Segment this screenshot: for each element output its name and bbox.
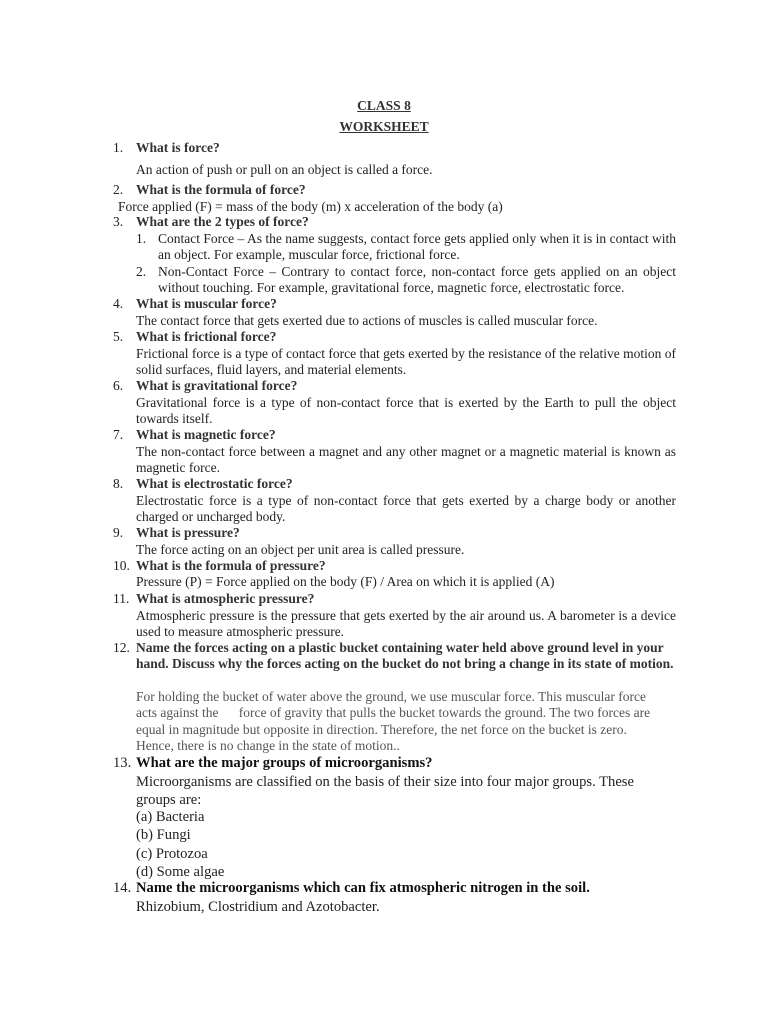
- list-item: (c) Protozoa: [136, 846, 208, 862]
- question-10: What is the formula of pressure?: [136, 558, 326, 573]
- worksheet-heading: WORKSHEET: [339, 119, 429, 134]
- question-number: 14.: [113, 880, 132, 896]
- question-number: 10.: [113, 558, 130, 573]
- question-5: What is frictional force?: [136, 329, 277, 344]
- sub-item-number: 1.: [136, 231, 147, 246]
- answer-2: Force applied (F) = mass of the body (m) x acceleration of the body (a): [118, 199, 503, 214]
- question-number: 6.: [113, 378, 124, 393]
- question-2: What is the formula of force?: [136, 182, 306, 197]
- question-6: What is gravitational force?: [136, 378, 298, 393]
- question-12: Name the forces acting on a plastic bucket containing water held above ground level in your hand. Discuss why the forces acting on the bucket do not bring a change in its state of motion.: [136, 640, 674, 672]
- question-number: 13.: [113, 755, 132, 771]
- answer-1: An action of push or pull on an object is called a force.: [136, 162, 433, 177]
- list-item: (d) Some algae: [136, 864, 225, 880]
- question-11: What is atmospheric pressure?: [136, 591, 315, 606]
- answer-13: Microorganisms are classified on the basis of their size into four major groups. These groups are:: [136, 774, 634, 808]
- answer-5: Frictional force is a type of contact force that gets exerted by the resistance of the relative motion of solid surfaces, fluid layers, and material elements.: [136, 346, 676, 378]
- question-number: 3.: [113, 214, 124, 229]
- question-number: 2.: [113, 182, 124, 197]
- question-14: Name the microorganisms which can fix atmospheric nitrogen in the soil.: [136, 880, 590, 896]
- list-item: (a) Bacteria: [136, 809, 205, 825]
- answer-3-item-2: Non-Contact Force – Contrary to contact force, non-contact force gets applied on an object without touching. For example, gravitational force, magnetic force, electrostatic force.: [158, 264, 676, 296]
- list-item: (b) Fungi: [136, 827, 191, 843]
- answer-14: Rhizobium, Clostridium and Azotobacter.: [136, 899, 380, 915]
- answer-11: Atmospheric pressure is the pressure that gets exerted by the air around us. A barometer is a device used to measure atmospheric pressure.: [136, 608, 676, 640]
- question-number: 4.: [113, 296, 124, 311]
- class-heading: CLASS 8: [357, 98, 411, 113]
- question-7: What is magnetic force?: [136, 427, 276, 442]
- answer-8: Electrostatic force is a type of non-contact force that gets exerted by a charge body or another charged or uncharged body.: [136, 493, 676, 525]
- question-13: What are the major groups of microorganisms?: [136, 755, 433, 771]
- question-number: 12.: [113, 640, 130, 655]
- question-number: 5.: [113, 329, 124, 344]
- question-9: What is pressure?: [136, 525, 240, 540]
- answer-7: The non-contact force between a magnet and any other magnet or a magnetic material is known as magnetic force.: [136, 444, 676, 476]
- answer-12: For holding the bucket of water above the ground, we use muscular force. This muscular force acts against the force of gravity that pulls the bucket towards the ground. The two forces are equal in magnitude but opposite in direction. Therefore, the net force on the bucket is zero. Hence, there is no change in the state of motion..: [136, 689, 654, 754]
- answer-9: The force acting on an object per unit area is called pressure.: [136, 542, 465, 557]
- answer-10: Pressure (P) = Force applied on the body (F) / Area on which it is applied (A): [136, 574, 555, 589]
- question-number: 1.: [113, 140, 124, 155]
- question-number: 9.: [113, 525, 124, 540]
- answer-4: The contact force that gets exerted due to actions of muscles is called muscular force.: [136, 313, 598, 328]
- question-4: What is muscular force?: [136, 296, 277, 311]
- question-8: What is electrostatic force?: [136, 476, 293, 491]
- question-number: 7.: [113, 427, 124, 442]
- question-number: 11.: [113, 591, 130, 606]
- question-1: What is force?: [136, 140, 220, 155]
- sub-item-number: 2.: [136, 264, 147, 279]
- question-3: What are the 2 types of force?: [136, 214, 309, 229]
- answer-6: Gravitational force is a type of non-contact force that is exerted by the Earth to pull the object towards itself.: [136, 395, 676, 427]
- answer-3-item-1: Contact Force – As the name suggests, contact force gets applied only when it is in contact with an object. For example, muscular force, frictional force.: [158, 231, 676, 263]
- question-number: 8.: [113, 476, 124, 491]
